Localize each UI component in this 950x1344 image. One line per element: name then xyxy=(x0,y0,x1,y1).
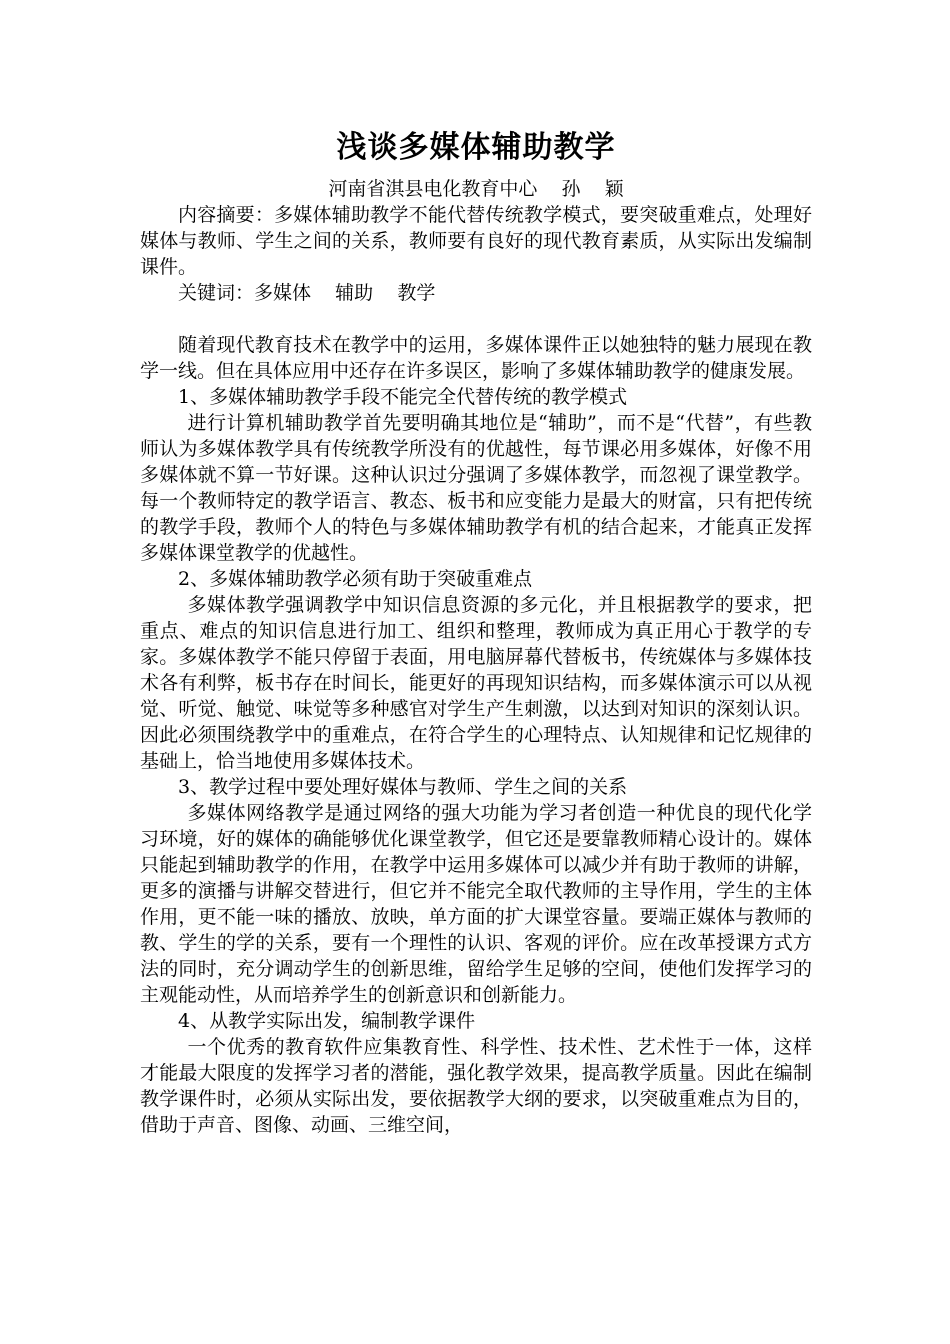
section-body: 多媒体网络教学是通过网络的强大功能为学习者创造一种优良的现代化学习环境，好的媒体的确能够优化课堂教学，但它还是要靠教师精心设计的。媒体只能起到辅助教学的作用，在教学中运用多媒体可以减少并有助于教师的讲解，更多的演播与讲解交替进行，但它并不能完全取代教师的主导作用，学生的主体作用，更不能一味的播放、放映，单方面的扩大课堂容量。要端正媒体与教师的教、学生的学的关系，要有一个理性的认识、客观的评价。应在改革授课方式方法的同时，充分调动学生的创新思维，留给学生足够的空间，使他们发挥学习的主观能动性，从而培养学生的创新意识和创新能力。 xyxy=(140,802,812,1006)
section-body: 进行计算机辅助教学首先要明确其地位是“辅助”，而不是“代替”，有些教师认为多媒体教学具有传统教学所没有的优越性，每节课必用多媒体，好像不用多媒体就不算一节好课。这种认识过分强调了多媒体教学，而忽视了课堂教学。每一个教师特定的教学语言、教态、板书和应变能力是最大的财富，只有把传统的教学手段，教师个人的特色与多媒体辅助教学有机的结合起来，才能真正发挥多媒体课堂教学的优越性。 xyxy=(140,412,812,564)
section-body: 多媒体教学强调教学中知识信息资源的多元化，并且根据教学的要求，把重点、难点的知识信息进行加工、组织和整理，教师成为真正用心于教学的专家。多媒体教学不能只停留于表面，用电脑屏幕代替板书，传统媒体与多媒体技术各有利弊，板书存在时间长，能更好的再现知识结构，而多媒体演示可以从视觉、听觉、触觉、味觉等多种感官对学生产生刺激，以达到对知识的深刻认识。因此必须围绕教学中的重难点，在符合学生的心理特点、认知规律和记忆规律的基础上，恰当地使用多媒体技术。 xyxy=(140,594,812,772)
section-heading: 4、从教学实际出发，编制教学课件 xyxy=(178,1010,476,1032)
keywords-line: 关键词：多媒体 辅助 教学 xyxy=(178,282,436,304)
document-page xyxy=(140,120,812,1138)
section-heading: 3、教学过程中要处理好媒体与教师、学生之间的关系 xyxy=(178,776,628,798)
section-heading: 2、多媒体辅助教学必须有助于突破重难点 xyxy=(178,568,533,590)
section-heading: 1、多媒体辅助教学手段不能完全代替传统的教学模式 xyxy=(178,386,628,408)
section-body: 一个优秀的教育软件应集教育性、科学性、技术性、艺术性于一体，这样才能最大限度的发挥学习者的潜能，强化教学效果，提高教学质量。因此在编制教学课件时，必须从实际出发，要依据教学大纲的要求，以突破重难点为目的，借助于声音、图像、动画、三维空间， xyxy=(140,1036,812,1136)
abstract-paragraph: 内容摘要：多媒体辅助教学不能代替传统教学模式，要突破重难点，处理好媒体与教师、学生之间的关系，教师要有良好的现代教育素质，从实际出发编制课件。 xyxy=(140,204,812,278)
intro-paragraph: 随着现代教育技术在教学中的运用，多媒体课件正以她独特的魅力展现在教学一线。但在具体应用中还存在许多误区，影响了多媒体辅助教学的健康发展。 xyxy=(140,334,812,382)
blank-line xyxy=(140,306,812,332)
author-byline: 河南省淇县电化教育中心 孙 颖 xyxy=(328,178,624,200)
document-title: 浅谈多媒体辅助教学 xyxy=(336,130,616,165)
